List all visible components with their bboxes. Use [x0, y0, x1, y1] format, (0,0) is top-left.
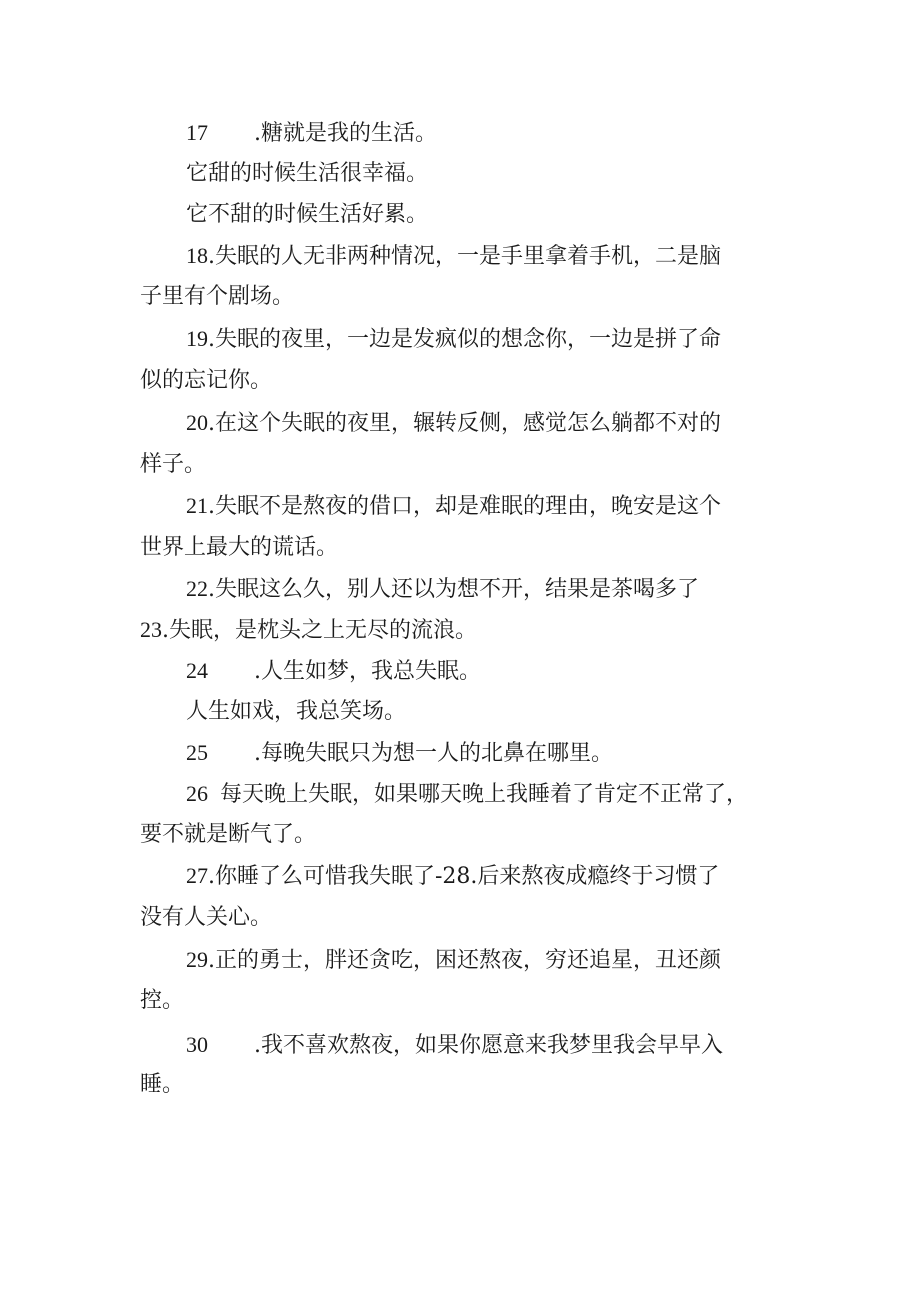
item-27-line-1: [186, 861, 719, 891]
item-number: 18: [186, 243, 208, 268]
item-number: 23: [140, 617, 162, 642]
item-number: 17: [186, 120, 208, 145]
item-26-line-1: [186, 779, 748, 809]
item-24-line-2: [186, 697, 406, 727]
item-text: .糖就是我的生活。: [254, 121, 437, 146]
item-20-line-1: [186, 408, 721, 438]
item-text: .每晚失眠只为想一人的北鼻在哪里。: [254, 741, 613, 766]
item-19-line-2: [140, 366, 272, 396]
item-text: 要不就是断气了。: [140, 822, 317, 847]
item-29-line-1: [186, 945, 721, 975]
item-number: 20: [186, 410, 208, 435]
item-text: 控。: [140, 988, 185, 1013]
item-text: .正的勇士，胖还贪吃，困还熬夜，穷还追星，丑还颜: [208, 948, 721, 973]
item-23-line-1: [140, 615, 477, 645]
item-17-line-3: [186, 200, 428, 230]
item-number: 19: [186, 326, 208, 351]
item-number: 25: [186, 740, 208, 765]
item-22-line-1: [186, 574, 699, 604]
item-text: 每天晚上失眠，如果哪天晚上我睡着了肯定不正常了，: [220, 782, 749, 807]
item-21-line-2: [140, 533, 338, 563]
item-text: 人生如戏，我总笑场。: [186, 699, 407, 724]
item-text: .失眠这么久，别人还以为想不开，结果是茶喝多了: [208, 577, 699, 602]
item-text: 它不甜的时候生活好累。: [186, 202, 429, 227]
item-17-line-1: [186, 118, 437, 148]
item-18-line-1: [186, 241, 721, 271]
item-text: .失眠，是枕头之上无尽的流浪。: [162, 618, 477, 643]
item-17-line-2: [186, 159, 428, 189]
item-24-line-1: [186, 656, 481, 686]
item-text: .我不喜欢熬夜，如果你愿意来我梦里我会早早入: [254, 1033, 723, 1058]
item-text: .失眠的夜里，一边是发疯似的想念你，一边是拼了命: [208, 327, 721, 352]
item-number: 24: [186, 658, 208, 683]
item-number: 21: [186, 493, 208, 518]
item-21-line-1: [186, 491, 721, 521]
item-19-line-1: [186, 324, 721, 354]
item-text: .失眠的人无非两种情况，一是手里拿着手机，二是脑: [208, 244, 721, 269]
item-number: 22: [186, 576, 208, 601]
item-29-line-2: [140, 986, 184, 1016]
item-26-line-2: [140, 820, 316, 850]
item-text: .在这个失眠的夜里，辗转反侧，感觉怎么躺都不对的: [208, 411, 721, 436]
item-text: 没有人关心。: [140, 905, 273, 930]
item-text: 样子。: [140, 452, 207, 477]
item-number: 29: [186, 947, 208, 972]
item-text: 子里有个剧场。: [140, 284, 295, 309]
item-text: .人生如梦，我总失眠。: [254, 659, 481, 684]
item-25-line-1: [186, 738, 613, 768]
item-text: .失眠不是熬夜的借口，却是难眠的理由，晚安是这个: [208, 494, 721, 519]
item-30-line-2: [140, 1070, 184, 1100]
item-text: 似的忘记你。: [140, 368, 273, 393]
item-18-line-2: [140, 282, 294, 312]
item-27-line-2: [140, 903, 272, 933]
item-number: 26: [186, 781, 208, 806]
item-30-line-1: [186, 1030, 723, 1060]
item-number: 27: [186, 863, 208, 888]
item-number: 30: [186, 1032, 208, 1057]
item-text: 它甜的时候生活很幸福。: [186, 161, 429, 186]
item-text: 睡。: [140, 1072, 185, 1097]
item-20-line-2: [140, 450, 206, 480]
item-text: .你睡了么可惜我失眠了-28.后来熬夜成瘾终于习惯了: [208, 864, 720, 889]
item-text: 世界上最大的谎话。: [140, 535, 339, 560]
